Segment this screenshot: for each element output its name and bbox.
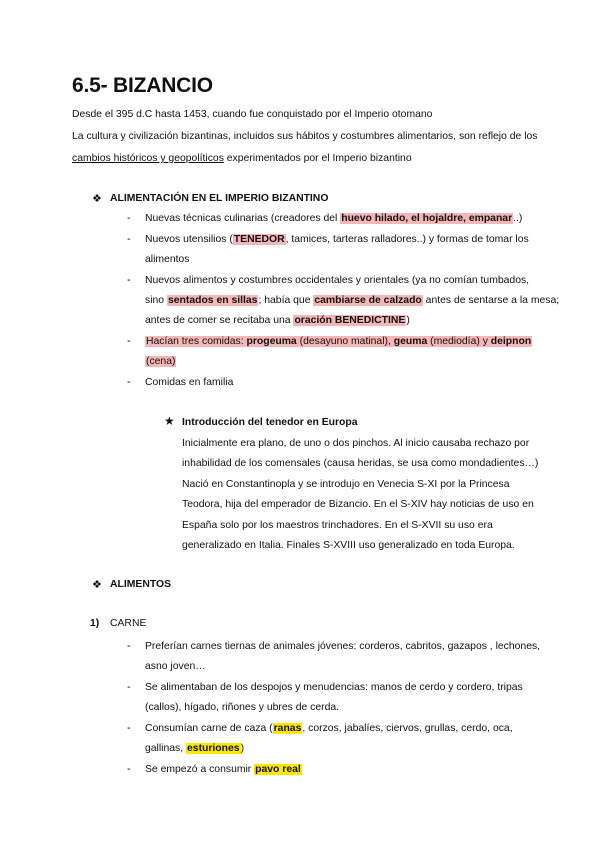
list-item: Comidas en familia (145, 377, 234, 388)
intro-line-3 (72, 148, 412, 169)
list-item-continuation: gallinas, esturiones) (145, 743, 245, 754)
section-heading-alimentacion: ALIMENTACIÓN EN EL IMPERIO BIZANTINO (110, 193, 329, 204)
dash-bullet-icon: - (127, 681, 131, 693)
diamond-bullet-icon: ❖ (92, 193, 102, 205)
subsection-heading: Introducción del tenedor en Europa (182, 417, 358, 428)
dash-bullet-icon: - (127, 763, 131, 775)
paragraph-line: inhabilidad de los comensales (causa heridas, se usa como mondadientes…) (182, 458, 539, 469)
highlight: TENEDOR (233, 234, 285, 245)
intro-line-2: La cultura y civilización bizantinas, incluidos sus hábitos y costumbres alimentarios, son reflejo de los (72, 131, 538, 142)
highlight: sentados en sillas (167, 295, 258, 306)
paragraph-line: Teodora, hija del emperador de Bizancio. En el S-XIV hay noticias de uso en (182, 499, 534, 510)
dash-bullet-icon: - (127, 335, 131, 347)
list-item-continuation: alimentos (145, 254, 190, 265)
numbered-heading-carne: CARNE (110, 618, 147, 629)
page-title: 6.5- BIZANCIO (72, 74, 213, 97)
highlight: pavo real (255, 764, 301, 775)
list-item: Nuevos utensilios (TENEDOR, tamices, tarteras ralladores..) y formas de tomar los (145, 234, 529, 245)
list-item: Consumían carne de caza (ranas, corzos, jabalíes, ciervos, grullas, cerdo, oca, (145, 723, 513, 734)
list-item: Hacían tres comidas: progeuma (desayuno matinal), geuma (mediodía) y deipnon (146, 336, 532, 347)
list-item: Preferían carnes tiernas de animales jóvenes: corderos, cabritos, gazapos , lechones, (145, 641, 541, 652)
dash-bullet-icon: - (127, 640, 131, 652)
paragraph-line: Inicialmente era plano, de uno o dos pinchos. Al inicio causaba rechazo por (182, 438, 530, 449)
list-item: Se empezó a consumir pavo real (145, 764, 301, 775)
paragraph-line: España solo por los maestros trinchadores. En el S-XVII su uso era (182, 520, 493, 531)
list-item-continuation: (cena) (146, 356, 176, 367)
diamond-bullet-icon: ❖ (92, 579, 102, 591)
list-item: Se alimentaban de los despojos y menudencias: manos de cerdo y cordero, tripas (145, 682, 523, 693)
list-item: Nuevas técnicas culinarias (creadores del huevo hilado, el hojaldre, empanar..) (145, 213, 523, 224)
dash-bullet-icon: - (127, 376, 131, 388)
intro-line-3-rest: experimentados por el Imperio bizantino (223, 153, 412, 164)
paragraph-line: generalizado en Italia. Finales S-XVIII uso generalizado en toda Europa. (182, 540, 515, 551)
paragraph-line: Nació en Constantinopla y se introdujo en Venecia S-XI por la Princesa (182, 479, 510, 490)
highlight: esturiones (187, 743, 240, 754)
list-item: Nuevos alimentos y costumbres occidentales y orientales (ya no comían tumbados, (145, 275, 530, 286)
list-item-continuation: asno joven… (145, 661, 206, 672)
section-heading-alimentos: ALIMENTOS (110, 579, 171, 590)
dash-bullet-icon: - (127, 722, 131, 734)
star-bullet-icon: ★ (164, 414, 175, 428)
list-item-continuation: (callos), hígado, riñones y ubres de cerda. (145, 702, 340, 713)
highlight: huevo hilado, el hojaldre, empanar (341, 213, 513, 224)
intro-line-1: Desde el 395 d.C hasta 1453, cuando fue conquistado por el Imperio otomano (72, 109, 433, 120)
numbered-marker: 1) (90, 618, 100, 629)
list-item-continuation: antes de comer se recitaba una oración BENEDICTINE) (145, 315, 410, 326)
highlight: ranas (273, 723, 302, 734)
list-item-continuation: sino sentados en sillas; había que cambiarse de calzado antes de sentarse a la mesa; (145, 295, 560, 306)
highlight: cambiarse de calzado (314, 295, 422, 306)
dash-bullet-icon: - (127, 212, 131, 224)
dash-bullet-icon: - (127, 233, 131, 245)
intro-underlined-phrase: cambios históricos y geopolíticos (72, 153, 224, 164)
highlight: oración BENEDICTINE (294, 315, 406, 326)
dash-bullet-icon: - (127, 274, 131, 286)
